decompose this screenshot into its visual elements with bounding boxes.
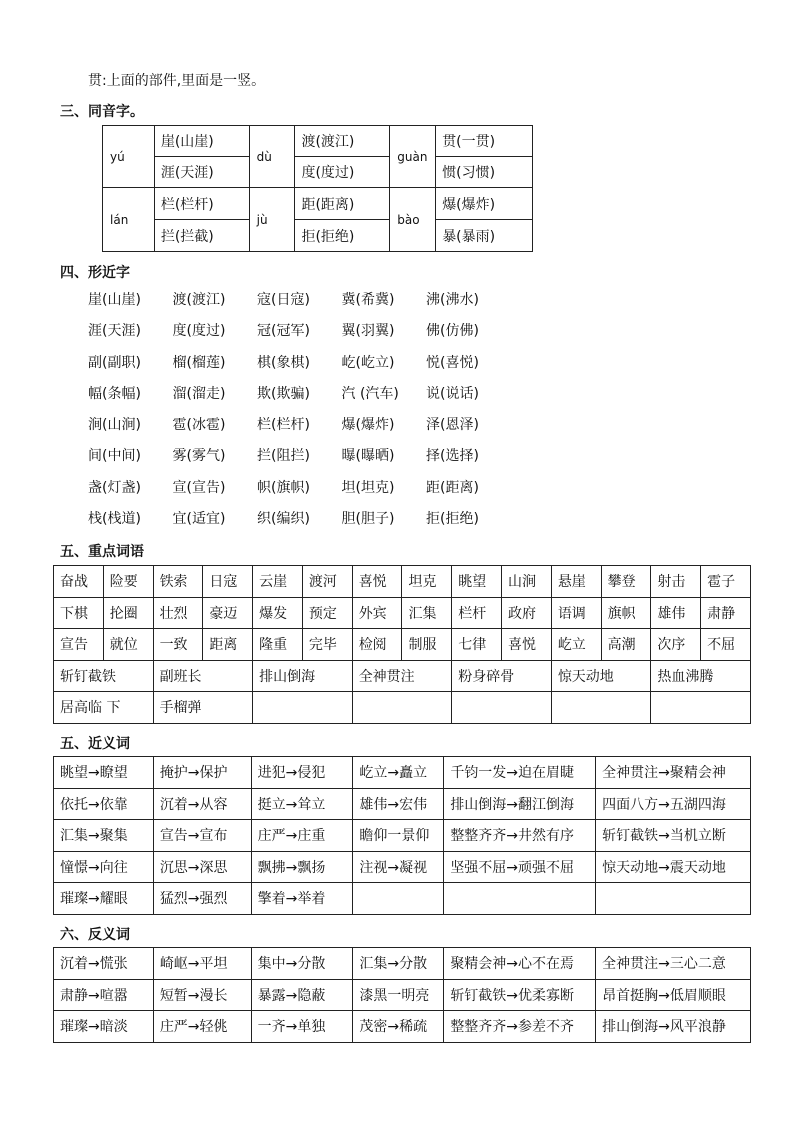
list-item: 栈(栈道) [88,511,141,528]
list-item: 佛(仿佛) [426,323,479,340]
word-cell: 制服 [402,629,452,661]
idiom-cell: 排山倒海 [253,660,353,692]
word-cell: 云崖 [253,566,303,598]
word-cell: 铁索 [153,566,203,598]
word-cell: 爆发 [253,597,303,629]
word-cell: 崖(山崖) [154,126,249,157]
list-row [88,444,511,475]
word-pair-cell [444,883,596,915]
word-pair-cell [353,883,444,915]
table-row [54,883,751,915]
idiom-cell [352,692,452,724]
list-item: 说(说话) [426,385,479,402]
word-cell: 旗帜 [601,597,651,629]
word-pair-cell: 挺立→耸立 [251,788,353,820]
list-item: 雾(雾气) [172,448,226,465]
word-pair-cell: 掩护→保护 [153,757,251,789]
list-item: 溜(溜走) [172,385,226,402]
word-cell: 喜悦 [352,566,402,598]
word-cell: 险要 [103,566,153,598]
list-item: 沸(沸水) [426,292,479,308]
idiom-cell: 热血沸腾 [651,660,751,692]
word-cell: 检阅 [352,629,402,661]
word-cell: 外宾 [352,597,402,629]
list-row [88,288,511,319]
word-pair-cell: 宣告→宣布 [153,820,251,852]
word-pair-cell: 瞻仰一景仰 [353,820,444,852]
antonyms-table [53,947,751,1043]
word-pair-cell: 漆黑一明亮 [353,979,444,1011]
section-heading-homophones: 三、同音字。 [60,104,144,120]
table-row [54,820,751,852]
word-cell: 就位 [103,629,153,661]
word-pair-cell: 斩钉截铁→优柔寡断 [444,979,596,1011]
word-cell: 壮烈 [153,597,203,629]
word-cell: 眺望 [452,566,502,598]
word-cell: 攀登 [601,566,651,598]
word-pair-cell: 惊天动地→震天动地 [596,851,751,883]
word-pair-cell: 斩钉截铁→当机立断 [596,820,751,852]
list-row [88,382,511,413]
word-cell: 渡(渡江) [295,126,390,157]
list-row [88,351,511,382]
list-item: 悦(喜悦) [426,354,479,371]
list-item: 雹(冰雹) [172,417,226,434]
idiom-cell [651,692,751,724]
table-row [54,597,751,629]
list-item: 距(距离) [426,479,479,496]
word-cell: 栏(栏杆) [154,188,249,220]
list-item: 翼(羽翼) [341,323,395,340]
list-item: 宣(宣告) [172,479,226,496]
word-cell: 射击 [651,566,701,598]
list-item: 欺(欺骗) [257,385,310,402]
word-pair-cell: 千钧一发→迫在眉睫 [444,757,596,789]
word-cell: 坦克 [402,566,452,598]
table-row [54,566,751,598]
word-pair-cell: 沉着→慌张 [54,948,154,980]
list-item: 帜(旗帜) [257,479,310,496]
word-pair-cell [596,883,751,915]
word-cell: 爆(爆炸) [436,188,533,220]
list-item: 寇(日寇) [257,292,310,308]
word-cell: 悬崖 [551,566,601,598]
word-pair-cell: 整整齐齐→参差不齐 [444,1011,596,1043]
word-pair-cell: 沉着→从容 [153,788,251,820]
list-item: 织(编织) [257,511,310,528]
word-pair-cell: 屹立→矗立 [353,757,444,789]
word-pair-cell: 排山倒海→风平浪静 [596,1011,751,1043]
word-pair-cell: 短暂→漫长 [153,979,251,1011]
word-pair-cell: 飘拂→飘扬 [251,851,353,883]
idiom-cell: 全神贯注 [352,660,452,692]
word-cell: 抡圈 [103,597,153,629]
list-item: 崖(山崖) [88,292,141,308]
table-row [54,660,751,692]
word-cell: 贯(一贯) [436,126,533,157]
idiom-cell [452,692,552,724]
list-item: 榴(榴莲) [172,354,226,371]
word-cell: 肃静 [701,597,751,629]
word-pair-cell: 璀璨→暗淡 [54,1011,154,1043]
word-pair-cell: 肃静→喧嚣 [54,979,154,1011]
word-pair-cell: 憧憬→向往 [54,851,154,883]
table-row [54,979,751,1011]
word-pair-cell: 坚强不屈→顽强不屈 [444,851,596,883]
word-cell: 高潮 [601,629,651,661]
list-item: 涯(天涯) [88,323,141,340]
word-cell: 次序 [651,629,701,661]
word-cell: 隆重 [253,629,303,661]
list-row [88,507,511,538]
list-item: 盏(灯盏) [88,479,141,496]
word-pair-cell: 暴露→隐蔽 [251,979,353,1011]
word-pair-cell: 昂首挺胸→低眉顺眼 [596,979,751,1011]
word-pair-cell: 擎着→举着 [251,883,353,915]
idiom-cell: 粉身碎骨 [452,660,552,692]
list-item: 泽(恩泽) [426,417,479,434]
word-cell: 栏杆 [452,597,502,629]
word-pair-cell: 眺望→瞭望 [54,757,154,789]
list-item: 涧(山涧) [88,417,141,434]
list-item: 胆(胆子) [341,511,395,528]
word-cell: 宣告 [54,629,104,661]
list-item: 栏(栏杆) [257,417,310,434]
pinyin-cell: guàn [390,126,436,188]
list-item: 幅(条幅) [88,385,141,402]
pinyin-cell: jù [249,188,295,252]
word-pair-cell: 依托→依靠 [54,788,154,820]
word-cell: 政府 [502,597,552,629]
list-item: 度(度过) [172,323,226,340]
word-pair-cell: 沉思→深思 [153,851,251,883]
list-item: 屹(屹立) [341,354,395,371]
list-item: 坦(坦克) [341,479,395,496]
intro-line: 贯:上面的部件,里面是一竖。 [88,73,266,89]
word-pair-cell: 庄严→庄重 [251,820,353,852]
word-pair-cell: 集中→分散 [251,948,353,980]
word-cell: 完毕 [302,629,352,661]
table-row [54,629,751,661]
list-item: 间(中间) [88,448,141,465]
list-item: 冀(希冀) [341,292,395,308]
word-cell: 奋战 [54,566,104,598]
word-cell: 拦(拦截) [154,220,249,252]
pinyin-cell: lán [103,188,155,252]
list-item: 择(选择) [426,448,479,465]
idiom-cell: 惊天动地 [551,660,651,692]
word-cell: 雄伟 [651,597,701,629]
word-cell: 惯(习惯) [436,157,533,188]
list-item: 渡(渡江) [172,292,226,308]
word-pair-cell: 聚精会神→心不在焉 [444,948,596,980]
homophone-table [102,125,533,252]
list-item: 宜(适宜) [172,511,226,528]
key-words-table [53,565,751,724]
word-cell: 下棋 [54,597,104,629]
word-cell: 七律 [452,629,502,661]
list-item: 曝(曝晒) [341,448,395,465]
list-row [88,476,511,507]
word-pair-cell: 四面八方→五湖四海 [596,788,751,820]
section-heading-synonyms: 五、近义词 [60,736,130,752]
section-heading-key-words: 五、重点词语 [60,544,144,560]
list-item: 棋(象棋) [257,354,310,371]
section-heading-antonyms: 六、反义词 [60,927,130,943]
table-row [54,851,751,883]
list-item: 副(副职) [88,354,141,371]
similar-chars-grid [88,288,511,538]
word-pair-cell: 整整齐齐→井然有序 [444,820,596,852]
pinyin-cell: dù [249,126,295,188]
list-item: 爆(爆炸) [341,417,395,434]
table-row [54,692,751,724]
word-cell: 山涧 [502,566,552,598]
word-cell: 喜悦 [502,629,552,661]
idiom-cell [551,692,651,724]
word-cell: 屹立 [551,629,601,661]
word-cell: 暴(暴雨) [436,220,533,252]
list-row [88,413,511,444]
word-cell: 距离 [203,629,253,661]
list-item: 汽 (汽车) [341,385,399,402]
word-pair-cell: 注视→凝视 [353,851,444,883]
word-cell: 一致 [153,629,203,661]
word-cell: 语调 [551,597,601,629]
idiom-cell: 副班长 [153,660,253,692]
word-pair-cell: 全神贯注→聚精会神 [596,757,751,789]
word-cell: 距(距离) [295,188,390,220]
word-cell: 日寇 [203,566,253,598]
word-pair-cell: 全神贯注→三心二意 [596,948,751,980]
word-cell: 拒(拒绝) [295,220,390,252]
word-pair-cell: 庄严→轻佻 [153,1011,251,1043]
pinyin-cell: yú [103,126,155,188]
section-heading-similar-chars: 四、形近字 [60,265,130,281]
pinyin-cell: bào [390,188,436,252]
table-row [54,1011,751,1043]
synonyms-table [53,756,751,915]
word-pair-cell: 一齐→单独 [251,1011,353,1043]
table-row [54,757,751,789]
word-cell: 汇集 [402,597,452,629]
idiom-cell: 居高临 下 [54,692,154,724]
word-cell: 度(度过) [295,157,390,188]
word-cell: 豪迈 [203,597,253,629]
word-pair-cell: 璀璨→耀眼 [54,883,154,915]
list-item: 拦(阻拦) [257,448,310,465]
word-pair-cell: 汇集→分散 [353,948,444,980]
word-pair-cell: 雄伟→宏伟 [353,788,444,820]
word-pair-cell: 崎岖→平坦 [153,948,251,980]
table-row [54,948,751,980]
word-cell: 不屈 [701,629,751,661]
word-pair-cell: 进犯→侵犯 [251,757,353,789]
idiom-cell [253,692,353,724]
idiom-cell: 手榴弹 [153,692,253,724]
list-item: 冠(冠军) [257,323,310,340]
table-row [54,788,751,820]
list-row [88,319,511,350]
word-cell: 预定 [302,597,352,629]
idiom-cell: 斩钉截铁 [54,660,154,692]
word-cell: 涯(天涯) [154,157,249,188]
word-pair-cell: 汇集→聚集 [54,820,154,852]
word-pair-cell: 猛烈→强烈 [153,883,251,915]
word-cell: 渡河 [302,566,352,598]
list-item: 拒(拒绝) [426,511,479,528]
word-pair-cell: 排山倒海→翻江倒海 [444,788,596,820]
word-pair-cell: 茂密→稀疏 [353,1011,444,1043]
word-cell: 雹子 [701,566,751,598]
